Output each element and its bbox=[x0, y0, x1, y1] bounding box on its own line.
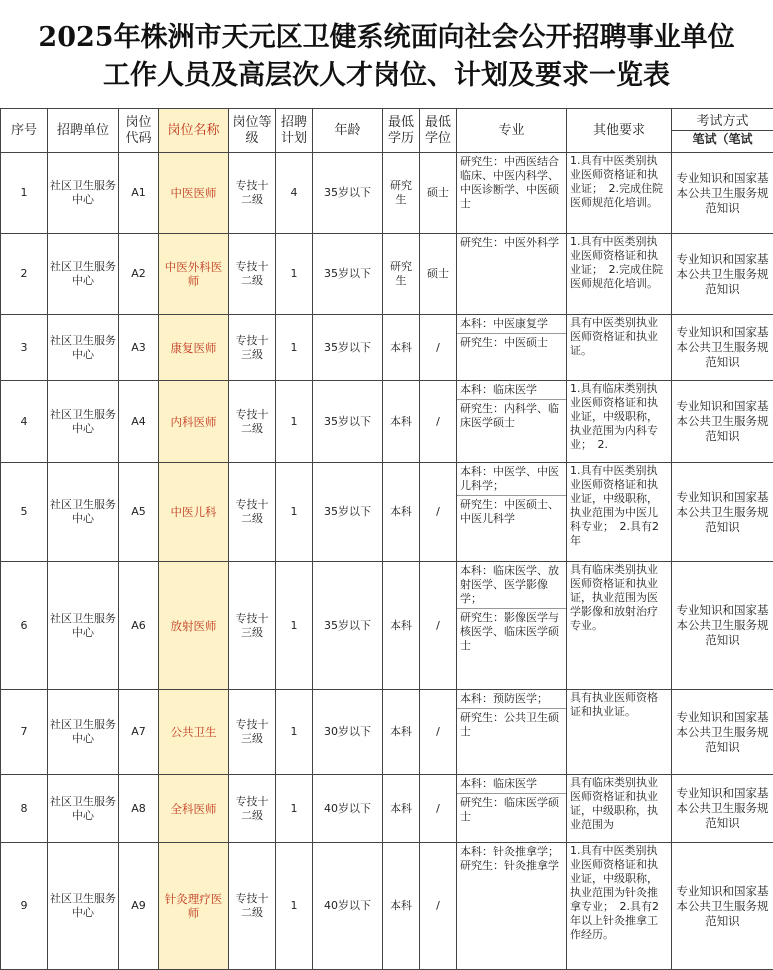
cell-other-requirements: 1.具有中医类别执业医师资格证和执业证； 2.完成住院医师规范化培训。 bbox=[567, 234, 672, 315]
cell-code: A8 bbox=[119, 775, 159, 843]
cell-degree: 硕士 bbox=[420, 234, 457, 315]
cell-plan: 1 bbox=[276, 381, 313, 463]
cell-unit: 社区卫生服务中心 bbox=[48, 153, 119, 234]
cell-education: 本科 bbox=[383, 463, 420, 562]
major-segment: 研究生：公共卫生硕士 bbox=[457, 708, 566, 741]
major-segment: 研究生：中西医结合临床、中医内科学、中医诊断学、中医硕士 bbox=[460, 155, 559, 210]
table-row bbox=[1, 690, 773, 775]
major-segment: 本科：中医学、中医儿科学； bbox=[460, 465, 559, 492]
cell-code: A2 bbox=[119, 234, 159, 315]
header-age: 年龄 bbox=[313, 109, 383, 153]
cell-exam: 专业知识和国家基本公共卫生服务规范知识 bbox=[672, 843, 773, 970]
cell-position-name: 中医儿科 bbox=[159, 463, 229, 562]
major-segment: 研究生：临床医学硕士 bbox=[457, 793, 566, 826]
cell-level: 专技十二级 bbox=[229, 234, 276, 315]
table-row bbox=[1, 843, 773, 970]
cell-code: A7 bbox=[119, 690, 159, 775]
header-major: 专业 bbox=[457, 109, 567, 153]
cell-unit: 社区卫生服务中心 bbox=[48, 381, 119, 463]
cell-no: 1 bbox=[1, 153, 48, 234]
cell-degree: / bbox=[420, 315, 457, 381]
cell-exam: 专业知识和国家基本公共卫生服务规范知识 bbox=[672, 775, 773, 843]
recruitment-table bbox=[0, 108, 773, 970]
cell-exam: 专业知识和国家基本公共卫生服务规范知识 bbox=[672, 315, 773, 381]
cell-age: 35岁以下 bbox=[313, 562, 383, 690]
cell-no: 5 bbox=[1, 463, 48, 562]
header-degree: 最低学位 bbox=[420, 109, 457, 153]
cell-age: 35岁以下 bbox=[313, 315, 383, 381]
cell-no: 2 bbox=[1, 234, 48, 315]
cell-major bbox=[457, 315, 567, 381]
cell-major bbox=[457, 775, 567, 843]
cell-position-name: 内科医师 bbox=[159, 381, 229, 463]
cell-degree: / bbox=[420, 690, 457, 775]
major-segment: 本科：临床医学 bbox=[460, 777, 537, 790]
major-segment: 本科：临床医学 bbox=[460, 383, 537, 396]
cell-education: 本科 bbox=[383, 315, 420, 381]
cell-age: 35岁以下 bbox=[313, 381, 383, 463]
cell-major bbox=[457, 463, 567, 562]
cell-position-name: 放射医师 bbox=[159, 562, 229, 690]
cell-unit: 社区卫生服务中心 bbox=[48, 234, 119, 315]
table-row bbox=[1, 315, 773, 381]
cell-age: 40岁以下 bbox=[313, 843, 383, 970]
cell-plan: 1 bbox=[276, 463, 313, 562]
page-title-line-1: 2025年株洲市天元区卫健系统面向社会公开招聘事业单位 bbox=[38, 22, 735, 53]
cell-other-requirements: 1.具有中医类别执业医师资格证和执业证； 2.完成住院医师规范化培训。 bbox=[567, 153, 672, 234]
cell-education: 本科 bbox=[383, 843, 420, 970]
cell-level: 专技十三级 bbox=[229, 690, 276, 775]
major-segment: 本科：临床医学、放射医学、医学影像学； bbox=[460, 564, 559, 605]
cell-code: A6 bbox=[119, 562, 159, 690]
cell-degree: / bbox=[420, 562, 457, 690]
header-education: 最低学历 bbox=[383, 109, 420, 153]
cell-major bbox=[457, 381, 567, 463]
cell-education: 本科 bbox=[383, 690, 420, 775]
cell-code: A5 bbox=[119, 463, 159, 562]
header-exam-title: 考试方式 bbox=[696, 114, 749, 129]
cell-code: A3 bbox=[119, 315, 159, 381]
cell-unit: 社区卫生服务中心 bbox=[48, 562, 119, 690]
header-code: 岗位代码 bbox=[119, 109, 159, 153]
header-exam-sub: 笔试（笔试 bbox=[672, 130, 773, 147]
cell-no: 9 bbox=[1, 843, 48, 970]
cell-no: 6 bbox=[1, 562, 48, 690]
header-plan: 招聘计划 bbox=[276, 109, 313, 153]
cell-age: 30岁以下 bbox=[313, 690, 383, 775]
major-segment: 研究生：中医硕士 bbox=[457, 333, 566, 352]
cell-position-name: 中医医师 bbox=[159, 153, 229, 234]
cell-education: 本科 bbox=[383, 381, 420, 463]
cell-other-requirements: 具有临床类别执业医师资格证和执业证，执业范围为医学影像和放射治疗专业。 bbox=[567, 562, 672, 690]
cell-unit: 社区卫生服务中心 bbox=[48, 843, 119, 970]
header-level: 岗位等级 bbox=[229, 109, 276, 153]
cell-plan: 1 bbox=[276, 562, 313, 690]
major-segment: 本科：预防医学； bbox=[460, 692, 548, 705]
cell-degree: / bbox=[420, 463, 457, 562]
header-row bbox=[1, 109, 773, 153]
cell-level: 专技十二级 bbox=[229, 775, 276, 843]
cell-exam: 专业知识和国家基本公共卫生服务规范知识 bbox=[672, 690, 773, 775]
page-title-line-2: 工作人员及高层次人才岗位、计划及要求一览表 bbox=[103, 60, 670, 91]
cell-education: 研究生 bbox=[383, 153, 420, 234]
cell-major bbox=[457, 843, 567, 970]
cell-no: 7 bbox=[1, 690, 48, 775]
table-row bbox=[1, 463, 773, 562]
cell-education: 本科 bbox=[383, 775, 420, 843]
cell-unit: 社区卫生服务中心 bbox=[48, 690, 119, 775]
cell-other-requirements: 1.具有中医类别执业医师资格证和执业证，中级职称，执业范围为中医儿科专业； 2.具有2年 bbox=[567, 463, 672, 562]
cell-exam: 专业知识和国家基本公共卫生服务规范知识 bbox=[672, 234, 773, 315]
cell-age: 35岁以下 bbox=[313, 153, 383, 234]
major-segment: 研究生：中医外科学 bbox=[460, 236, 559, 249]
cell-level: 专技十二级 bbox=[229, 153, 276, 234]
cell-plan: 1 bbox=[276, 775, 313, 843]
cell-unit: 社区卫生服务中心 bbox=[48, 315, 119, 381]
table-row bbox=[1, 153, 773, 234]
table-row bbox=[1, 562, 773, 690]
cell-degree: / bbox=[420, 843, 457, 970]
cell-no: 4 bbox=[1, 381, 48, 463]
cell-exam: 专业知识和国家基本公共卫生服务规范知识 bbox=[672, 381, 773, 463]
cell-unit: 社区卫生服务中心 bbox=[48, 775, 119, 843]
cell-code: A9 bbox=[119, 843, 159, 970]
table-row bbox=[1, 775, 773, 843]
cell-major bbox=[457, 562, 567, 690]
cell-other-requirements: 具有临床类别执业医师资格证和执业证，中级职称，执业范围为 bbox=[567, 775, 672, 843]
cell-no: 8 bbox=[1, 775, 48, 843]
major-segment: 本科：针灸推拿学； 研究生：针灸推拿学 bbox=[460, 845, 565, 872]
cell-level: 专技十二级 bbox=[229, 463, 276, 562]
cell-plan: 1 bbox=[276, 234, 313, 315]
major-segment: 研究生：中医硕士、中医儿科学 bbox=[457, 495, 566, 528]
cell-plan: 1 bbox=[276, 690, 313, 775]
major-segment: 研究生：内科学、临床医学硕士 bbox=[457, 399, 566, 432]
header-other-requirements: 其他要求 bbox=[567, 109, 672, 153]
major-segment: 研究生：影像医学与核医学、临床医学硕士 bbox=[457, 608, 566, 655]
header-position-name: 岗位名称 bbox=[159, 109, 229, 153]
cell-education: 本科 bbox=[383, 562, 420, 690]
cell-plan: 1 bbox=[276, 843, 313, 970]
header-unit: 招聘单位 bbox=[48, 109, 119, 153]
cell-other-requirements: 1.具有临床类别执业医师资格证和执业证，中级职称，执业范围为内科专业； 2. bbox=[567, 381, 672, 463]
cell-plan: 1 bbox=[276, 315, 313, 381]
cell-other-requirements: 具有中医类别执业医师资格证和执业证。 bbox=[567, 315, 672, 381]
cell-major bbox=[457, 153, 567, 234]
table-row bbox=[1, 381, 773, 463]
cell-degree: / bbox=[420, 381, 457, 463]
cell-exam: 专业知识和国家基本公共卫生服务规范知识 bbox=[672, 153, 773, 234]
cell-position-name: 公共卫生 bbox=[159, 690, 229, 775]
header-no: 序号 bbox=[1, 109, 48, 153]
cell-level: 专技十二级 bbox=[229, 381, 276, 463]
cell-age: 35岁以下 bbox=[313, 463, 383, 562]
header-exam bbox=[672, 109, 773, 153]
cell-degree: 硕士 bbox=[420, 153, 457, 234]
cell-position-name: 中医外科医师 bbox=[159, 234, 229, 315]
cell-age: 40岁以下 bbox=[313, 775, 383, 843]
cell-exam: 专业知识和国家基本公共卫生服务规范知识 bbox=[672, 463, 773, 562]
cell-no: 3 bbox=[1, 315, 48, 381]
cell-code: A4 bbox=[119, 381, 159, 463]
cell-education: 研究生 bbox=[383, 234, 420, 315]
cell-level: 专技十二级 bbox=[229, 843, 276, 970]
cell-position-name: 康复医师 bbox=[159, 315, 229, 381]
cell-age: 35岁以下 bbox=[313, 234, 383, 315]
cell-level: 专技十三级 bbox=[229, 315, 276, 381]
cell-exam: 专业知识和国家基本公共卫生服务规范知识 bbox=[672, 562, 773, 690]
cell-major bbox=[457, 690, 567, 775]
cell-major bbox=[457, 234, 567, 315]
table-row bbox=[1, 234, 773, 315]
cell-plan: 4 bbox=[276, 153, 313, 234]
major-segment: 本科：中医康复学 bbox=[460, 317, 548, 330]
cell-position-name: 全科医师 bbox=[159, 775, 229, 843]
cell-other-requirements: 具有执业医师资格证和执业证。 bbox=[567, 690, 672, 775]
cell-unit: 社区卫生服务中心 bbox=[48, 463, 119, 562]
cell-code: A1 bbox=[119, 153, 159, 234]
cell-degree: / bbox=[420, 775, 457, 843]
cell-level: 专技十三级 bbox=[229, 562, 276, 690]
cell-position-name: 针灸理疗医师 bbox=[159, 843, 229, 970]
cell-other-requirements: 1.具有中医类别执业医师资格证和执业证，中级职称，执业范围为针灸推拿专业； 2.具有2年以上针灸推拿工作经历。 bbox=[567, 843, 672, 970]
